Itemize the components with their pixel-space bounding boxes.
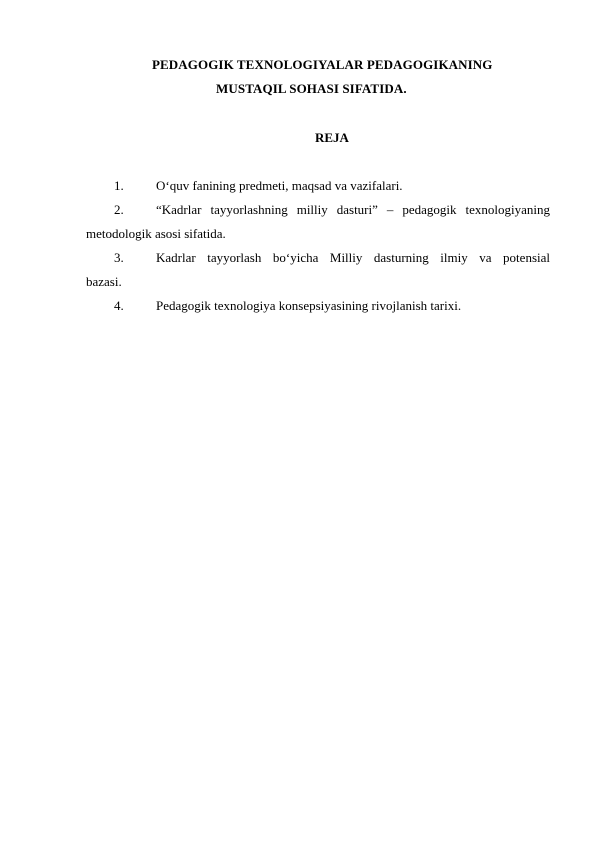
document-title-line-2: MUSTAQIL SOHASI SIFATIDA. — [216, 81, 407, 96]
plan-item-1 — [86, 174, 550, 198]
plan-item-4 — [86, 294, 550, 318]
plan-item-2 — [86, 198, 550, 246]
plan-item-text: “Kadrlar tayyorlashning milliy dasturi” – pedagogik texnologiyaning — [156, 202, 550, 217]
plan-item-number: 3. — [114, 250, 124, 265]
plan-item-continuation: metodologik asosi sifatida. — [86, 226, 226, 241]
plan-item-3 — [86, 246, 550, 294]
plan-item-text: Kadrlar tayyorlash bo‘yicha Milliy dasturning ilmiy va potensial — [156, 250, 550, 265]
plan-item-number: 1. — [114, 178, 124, 193]
plan-item-number: 2. — [114, 202, 124, 217]
plan-item-number: 4. — [114, 298, 124, 313]
plan-item-continuation: bazasi. — [86, 274, 122, 289]
plan-heading: REJA — [315, 130, 349, 145]
plan-item-text: Pedagogik texnologiya konsepsiyasining rivojlanish tarixi. — [156, 298, 462, 313]
plan-item-text: O‘quv fanining predmeti, maqsad va vazifalari. — [156, 178, 403, 193]
document-title-line-1: PEDAGOGIK TEXNOLOGIYALAR PEDAGOGIKANING — [152, 57, 493, 72]
